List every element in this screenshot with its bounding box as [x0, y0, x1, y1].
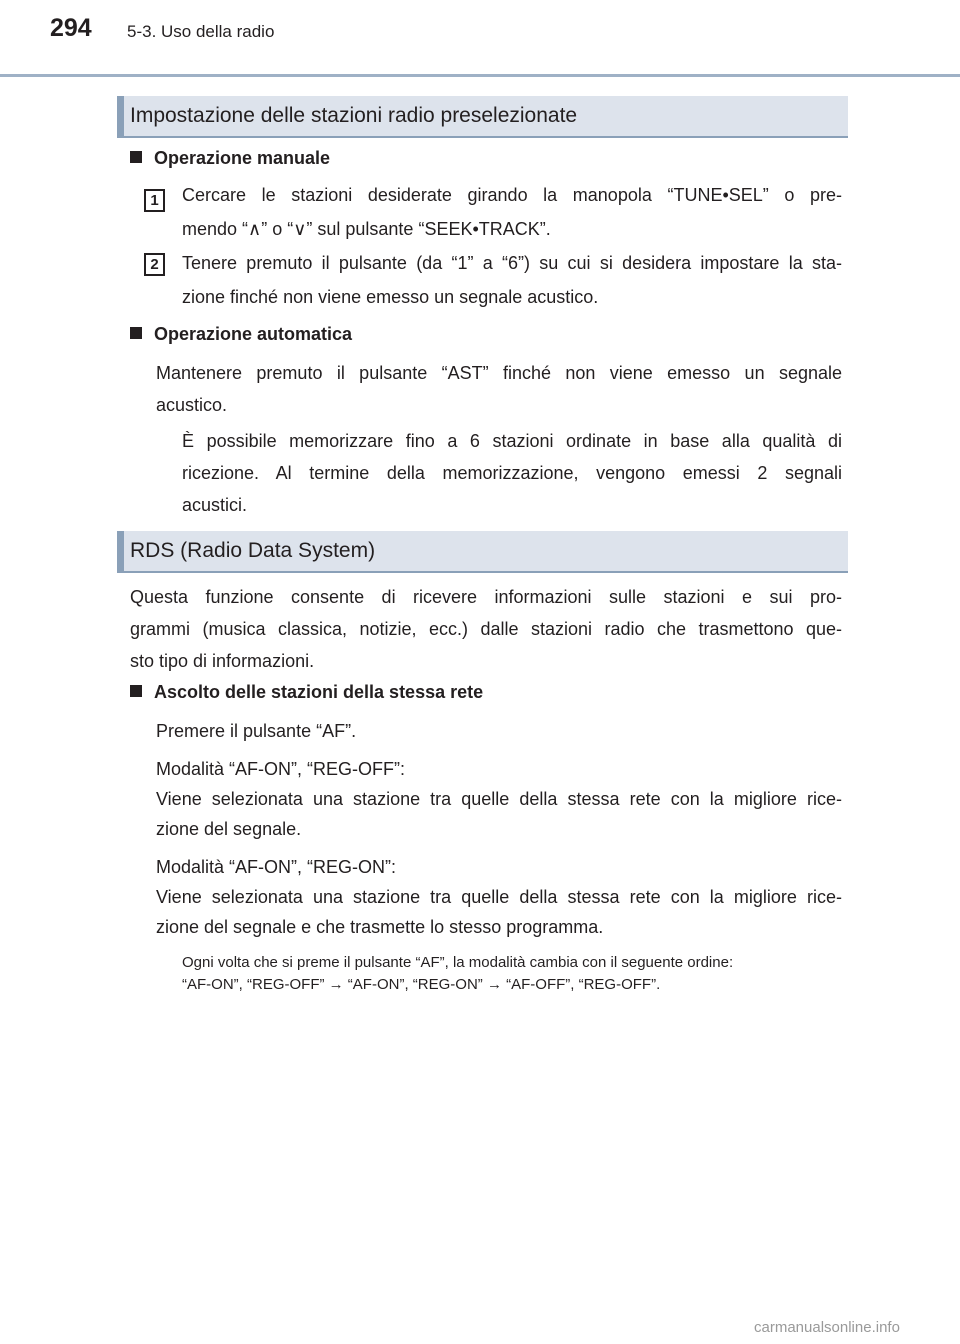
header-rule [0, 74, 960, 77]
rds-intro-line2: grammi (musica classica, notizie, ecc.) dalle stazioni radio che trasmettono que- [130, 619, 842, 639]
section-title: RDS (Radio Data System) [130, 539, 376, 562]
subheading-listening: Ascolto delle stazioni della stessa rete [130, 680, 483, 704]
mode1-title: Modalità “AF-ON”, “REG-OFF”: [156, 759, 406, 779]
subheading-automatic: Operazione automatica [130, 322, 352, 346]
chapter-title: 5-3. Uso della radio [127, 22, 275, 41]
mode2-title: Modalità “AF-ON”, “REG-ON”: [156, 857, 397, 877]
square-bullet-icon [130, 327, 142, 339]
mode1-line2: zione del segnale. [156, 819, 302, 839]
rds-intro-line3: sto tipo di informazioni. [130, 651, 315, 671]
step2-line1: Tenere premuto il pulsante (da “1” a “6”) su cui si desidera impostare la sta- [182, 253, 842, 273]
step-number-2: 2 [144, 253, 165, 276]
mode1-line1: Viene selezionata una stazione tra quelle della stessa rete con la migliore rice- [156, 789, 842, 809]
section-heading-rds [117, 531, 848, 573]
automatic-note-line3: acustici. [182, 495, 248, 515]
step2-line2: zione finché non viene emesso un segnale acustico. [182, 287, 599, 307]
subheading-manual: Operazione manuale [130, 146, 330, 170]
automatic-note-line2: ricezione. Al termine della memorizzazione, vengono emessi 2 segnali [182, 463, 842, 483]
rds-intro-line1: Questa funzione consente di ricevere informazioni sulle stazioni e sui pro- [130, 587, 842, 607]
automatic-line2: acustico. [156, 395, 228, 415]
section-heading-bar [117, 531, 124, 571]
af-note-line1: Ogni volta che si preme il pulsante “AF”, la modalità cambia con il seguente ordine: [182, 954, 734, 971]
section-heading-bar [117, 96, 124, 136]
step1-line2: mendo “∧” o “∨” sul pulsante “SEEK•TRACK”. [182, 219, 551, 239]
section-heading-presets [117, 96, 848, 138]
page-number: 294 [50, 14, 92, 42]
step1-line1: Cercare le stazioni desiderate girando la manopola “TUNE•SEL” o pre- [182, 185, 842, 205]
step-number-1: 1 [144, 189, 165, 212]
section-title: Impostazione delle stazioni radio preselezionate [130, 104, 578, 127]
mode2-line2: zione del segnale e che trasmette lo stesso programma. [156, 917, 604, 937]
page-header [0, 0, 960, 80]
automatic-line1: Mantenere premuto il pulsante “AST” finché non viene emesso un segnale [156, 363, 842, 383]
mode2-line1: Viene selezionata una stazione tra quelle della stessa rete con la migliore rice- [156, 887, 842, 907]
square-bullet-icon [130, 151, 142, 163]
square-bullet-icon [130, 685, 142, 697]
af-note-line2: “AF-ON”, “REG-OFF” → “AF-ON”, “REG-ON” → “AF-OFF”, “REG-OFF”. [182, 976, 661, 993]
watermark: carmanualsonline.info [754, 1319, 900, 1336]
automatic-note-line1: È possibile memorizzare fino a 6 stazioni ordinate in base alla qualità di [182, 431, 842, 451]
press-af-text: Premere il pulsante “AF”. [156, 721, 357, 741]
